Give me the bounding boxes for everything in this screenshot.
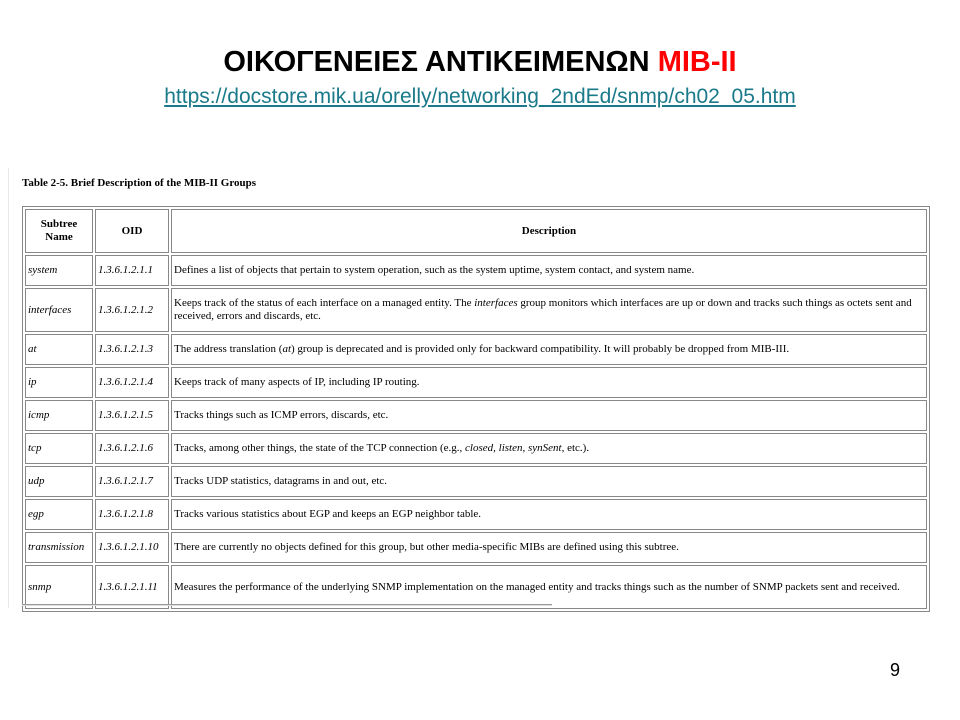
subtree-name-cell: transmission [25,532,93,563]
header-subtree-name [25,209,93,253]
header-subtree-line2: Name [45,231,73,243]
slide-title-accent: MIB-II [657,46,737,78]
header-oid: OID [95,209,169,253]
description-text: Tracks UDP statistics, datagrams in and out, etc. [174,475,388,487]
description-text: The address translation ( [174,343,283,355]
oid-cell: 1.3.6.1.2.1.8 [95,499,169,530]
oid-cell: 1.3.6.1.2.1.2 [95,288,169,332]
table-row [25,400,927,431]
subtree-name-cell: icmp [25,400,93,431]
table-row [25,565,927,609]
description-text-end: ) group is deprecated and is provided only for backward compatibility. It will probably be dropped from MIB-III. [291,343,790,355]
table-row [25,255,927,286]
subtree-name-cell: udp [25,466,93,497]
table-header-row [25,209,927,253]
description-cell [171,433,927,464]
subtree-name-cell: at [25,334,93,365]
subtree-name-cell: ip [25,367,93,398]
oid-cell: 1.3.6.1.2.1.5 [95,400,169,431]
description-text-end: group monitors which interfaces are up or down and tracks such things as octets sent and received, errors and discards, etc. [174,297,912,322]
description-emphasis: interfaces [474,297,518,309]
description-cell [171,400,927,431]
description-text: There are currently no objects defined for this group, but other media-specific MIBs are defined using this subtree. [174,541,679,553]
slide-title-main: ΟΙΚΟΓΕΝΕΙΕΣ ΑΝΤΙΚΕΙΜΕΝΩΝ [223,46,650,78]
description-cell [171,334,927,365]
subtree-name-cell: tcp [25,433,93,464]
description-cell [171,565,927,609]
oid-cell: 1.3.6.1.2.1.11 [95,565,169,609]
description-text: Tracks things such as ICMP errors, discards, etc. [174,409,389,421]
subtree-name-cell: system [25,255,93,286]
table-row [25,288,927,332]
description-text: Keeps track of the status of each interface on a managed entity. The [174,297,475,309]
description-cell [171,466,927,497]
source-link[interactable]: https://docstore.mik.ua/orelly/networking_2ndEd/snmp/ch02_05.htm [164,85,796,108]
description-emphasis: at [282,343,291,355]
subtree-name-cell: egp [25,499,93,530]
oid-cell: 1.3.6.1.2.1.7 [95,466,169,497]
table-row [25,334,927,365]
description-cell [171,367,927,398]
description-cell [171,288,927,332]
header-description: Description [171,209,927,253]
description-cell [171,532,927,563]
header-subtree-line1: Subtree [40,218,78,230]
mib-groups-table [22,206,930,612]
table-row [25,433,927,464]
table-row [25,367,927,398]
subtree-name-cell: snmp [25,565,93,609]
description-text: Tracks, among other things, the state of the TCP connection (e.g., [174,442,466,454]
oid-cell: 1.3.6.1.2.1.3 [95,334,169,365]
oid-cell: 1.3.6.1.2.1.6 [95,433,169,464]
slide-title [0,44,960,80]
page-number: 9 [889,660,900,680]
description-cell [171,255,927,286]
table-caption: Table 2-5. Brief Description of the MIB-II Groups [22,177,257,189]
description-cell [171,499,927,530]
oid-cell: 1.3.6.1.2.1.10 [95,532,169,563]
subtree-name-cell: interfaces [25,288,93,332]
description-text: Keeps track of many aspects of IP, including IP routing. [174,376,420,388]
description-text-end: , etc.). [561,442,590,454]
table-row [25,532,927,563]
description-emphasis: closed, listen, synSent [465,442,562,454]
table-row [25,499,927,530]
horizontal-rule [22,604,552,606]
oid-cell: 1.3.6.1.2.1.4 [95,367,169,398]
description-text: Tracks various statistics about EGP and keeps an EGP neighbor table. [174,508,482,520]
oid-cell: 1.3.6.1.2.1.1 [95,255,169,286]
description-text: Defines a list of objects that pertain to system operation, such as the system uptime, system contact, and system name. [174,264,695,276]
description-text: Measures the performance of the underlying SNMP implementation on the managed entity and tracks things such as the number of SNMP packets sent and received. [174,580,900,593]
table-row [25,466,927,497]
